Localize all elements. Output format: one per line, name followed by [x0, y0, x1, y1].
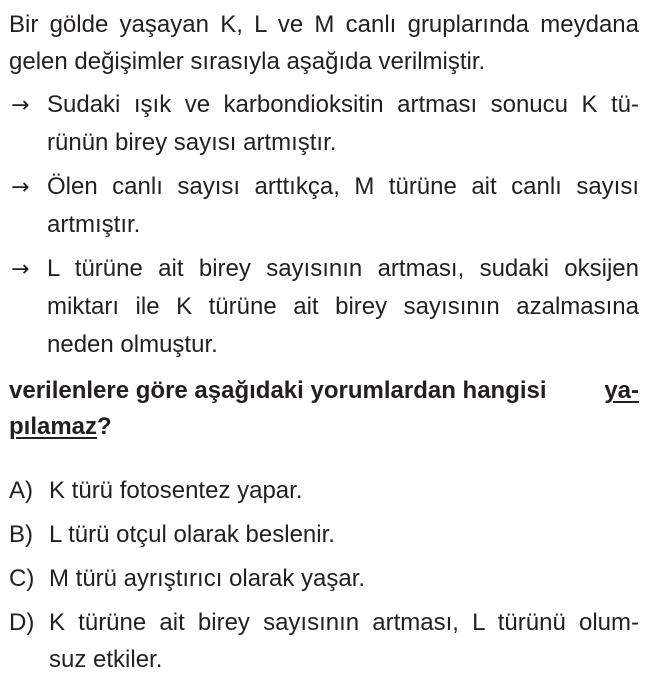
statement-3-line-3: neden olmuştur.	[47, 331, 218, 358]
question-underlined-part: ya-	[604, 377, 639, 404]
question-line-2	[9, 413, 112, 441]
option-d-letter[interactable]: D)	[9, 609, 35, 636]
arrow-icon: →	[11, 93, 30, 118]
intro-line-1: Bir gölde yaşayan K, L ve M canlı gruplarında meydana	[9, 11, 639, 38]
arrow-icon: →	[11, 175, 30, 200]
arrow-icon: →	[11, 257, 30, 282]
option-d-line-1[interactable]: K türüne ait birey sayısının artması, L türünü olum-	[49, 609, 639, 636]
option-text: K türü fotosentez yapar.	[49, 477, 303, 504]
option-a[interactable]	[9, 477, 303, 505]
question-mark: ?	[97, 413, 112, 440]
statement-3-line-1: L türüne ait birey sayısının artması, sudaki oksijen	[47, 255, 639, 282]
question-line-1	[9, 377, 639, 405]
intro-line-2: gelen değişimler sırasıyla aşağıda verilmiştir.	[9, 48, 486, 75]
statement-1-line-2: rünün birey sayısı artmıştır.	[47, 129, 337, 156]
option-letter: B)	[9, 521, 33, 548]
statement-3-line-2: miktarı ile K türüne ait birey sayısının azalmasına	[47, 293, 639, 320]
option-b[interactable]	[9, 521, 335, 549]
option-text: L türü otçul olarak beslenir.	[49, 521, 335, 548]
option-text: M türü ayrıştırıcı olarak yaşar.	[49, 565, 366, 592]
question-text: verilenlere göre aşağıdaki yorumlardan hangisi	[9, 377, 547, 404]
option-c[interactable]	[9, 565, 365, 593]
option-letter: C)	[9, 565, 35, 592]
statement-1-line-1: Sudaki ışık ve karbondioksitin artması sonucu K tü-	[47, 91, 639, 118]
statement-2-line-2: artmıştır.	[47, 211, 141, 238]
statement-2-line-1: Ölen canlı sayısı arttıkça, M türüne ait canlı sayısı	[47, 173, 639, 200]
question-negative-keyword: pılamaz	[9, 413, 98, 440]
option-letter: A)	[9, 477, 33, 504]
option-d-line-2[interactable]: suz etkiler.	[49, 646, 163, 673]
